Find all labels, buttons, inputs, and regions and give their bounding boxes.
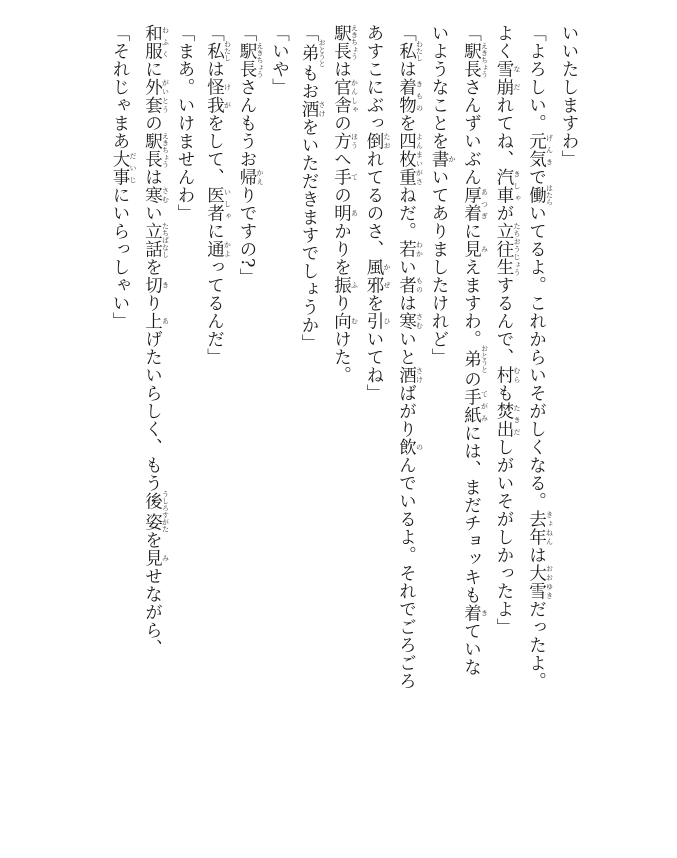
ruby-word — [494, 60, 521, 96]
ruby-word — [142, 132, 170, 168]
furigana: さけ — [415, 366, 424, 384]
text-line — [489, 24, 522, 804]
text-segment: れてるのさ、 — [364, 150, 384, 258]
furigana: わふく — [161, 24, 170, 60]
ruby-base: 見 — [461, 240, 482, 258]
ruby-word — [204, 78, 232, 114]
text-segment: は — [526, 546, 547, 564]
ruby-word — [396, 276, 424, 294]
furigana: いしゃ — [223, 186, 232, 222]
ruby-base: 帰 — [237, 168, 257, 186]
ruby-word — [237, 168, 264, 186]
furigana: もの — [415, 276, 424, 294]
text-segment: げたいらしく、もう — [142, 330, 163, 492]
furigana: なだ — [513, 60, 521, 96]
ruby-word — [494, 168, 521, 204]
furigana: わたし — [415, 40, 424, 62]
text-segment: り — [331, 294, 352, 312]
ruby-word — [461, 388, 489, 424]
text-segment: ばがり — [396, 384, 417, 438]
ruby-word — [237, 42, 264, 78]
furigana: あつぎ — [480, 186, 489, 222]
ruby-word — [396, 438, 424, 456]
ruby-base: 立話 — [142, 222, 163, 258]
furigana: み — [161, 549, 170, 567]
furigana: ひ — [383, 312, 391, 330]
text-segment: 「 — [204, 24, 225, 42]
text-segment: には、まだチョッキも — [461, 424, 482, 604]
ruby-base: 立往生 — [494, 222, 514, 276]
text-line — [424, 24, 457, 804]
furigana: けが — [223, 78, 232, 114]
furigana: さむ — [161, 186, 170, 204]
text-segment: 「まあ。いけませんわ」 — [175, 24, 195, 222]
ruby-base: 外套 — [142, 78, 163, 114]
ruby-word — [526, 184, 554, 206]
text-segment: けた。 — [331, 330, 352, 384]
furigana: たお — [383, 132, 391, 150]
furigana: むら — [513, 366, 521, 384]
ruby-word — [142, 312, 170, 330]
furigana: かぜ — [383, 258, 391, 294]
text-segment: かりを — [331, 222, 352, 276]
text-line — [359, 24, 392, 804]
furigana: あ — [161, 312, 170, 330]
ruby-word — [204, 40, 232, 62]
furigana: よんまいがさ — [415, 132, 424, 186]
text-segment: を — [396, 114, 417, 132]
ruby-word — [331, 78, 359, 114]
text-segment: を — [364, 294, 384, 312]
text-segment: えますわ。 — [461, 258, 482, 348]
ruby-base: 駅長 — [331, 24, 352, 60]
text-segment: だったよ。 — [526, 600, 547, 690]
vertical-text-body — [83, 24, 583, 804]
ruby-word — [396, 240, 424, 258]
text-segment: も — [494, 384, 514, 402]
text-segment: よく — [494, 24, 514, 60]
ruby-base: 私 — [396, 40, 417, 62]
ruby-word — [142, 24, 170, 60]
ruby-word — [494, 366, 521, 384]
furigana: ほう — [350, 132, 359, 150]
ruby-base: 書 — [429, 150, 449, 168]
furigana: えきちょう — [480, 42, 489, 78]
furigana: てがみ — [480, 388, 489, 424]
ruby-word — [461, 240, 489, 258]
text-segment: をして、 — [204, 114, 225, 186]
furigana: て — [350, 168, 359, 186]
ruby-word — [526, 132, 554, 168]
ruby-word — [461, 42, 489, 78]
ruby-base: 雪崩 — [494, 60, 514, 96]
text-segment: に — [204, 222, 225, 240]
text-segment: は — [396, 294, 417, 312]
ruby-base: 村 — [494, 366, 514, 384]
text-segment: は — [142, 168, 163, 186]
text-segment: 「よろしい。 — [526, 24, 547, 132]
ruby-base: 大雪 — [526, 564, 547, 600]
ruby-base: 和服 — [142, 24, 163, 60]
ruby-word — [461, 186, 489, 222]
text-segment: は — [204, 60, 225, 78]
text-segment: 「 — [299, 24, 319, 42]
ruby-base: 汽車 — [494, 168, 514, 204]
ruby-base: 上 — [142, 312, 163, 330]
ruby-base: 駅長 — [237, 42, 257, 78]
text-segment: は — [331, 60, 352, 78]
text-segment: の — [331, 114, 352, 132]
text-segment: れてね、 — [494, 96, 514, 168]
ruby-word — [142, 276, 170, 294]
furigana: わたし — [223, 40, 232, 62]
furigana: さむ — [415, 312, 424, 330]
ruby-base: 酒 — [396, 366, 417, 384]
ruby-word — [396, 78, 424, 114]
ruby-base: 飲 — [396, 438, 417, 456]
ruby-word — [331, 204, 359, 222]
ruby-base: 見 — [142, 549, 163, 567]
text-segment: するんで、 — [494, 276, 514, 366]
text-line — [264, 24, 294, 804]
ruby-base: 若 — [396, 240, 417, 258]
text-segment: んでいるよ。それでごろごろ — [396, 456, 417, 690]
text-segment: もお — [299, 64, 319, 100]
ruby-base: 大事 — [110, 150, 130, 186]
ruby-word — [142, 78, 170, 114]
text-segment: いてありましたけれど」 — [429, 168, 449, 366]
ruby-word — [396, 40, 424, 62]
ruby-word — [364, 312, 391, 330]
ruby-word — [396, 132, 424, 186]
text-segment: を — [142, 258, 163, 276]
ruby-base: 着 — [461, 604, 482, 622]
furigana: かよ — [223, 240, 232, 258]
ruby-word — [142, 549, 170, 567]
ruby-base: 後姿 — [142, 490, 163, 533]
ruby-word — [331, 312, 359, 330]
ruby-base: 向 — [331, 312, 352, 330]
text-segment: にいらっしゃい」 — [110, 186, 130, 330]
text-line — [170, 24, 200, 804]
furigana: はたら — [545, 184, 554, 206]
furigana: きもの — [415, 78, 424, 114]
ruby-base: 官舎 — [331, 78, 352, 114]
text-segment: いいたしますわ」 — [559, 24, 579, 168]
furigana: おおゆき — [545, 564, 554, 600]
furigana: か — [448, 150, 456, 168]
text-segment: 「いや」 — [269, 24, 290, 96]
ruby-base: 寒 — [396, 312, 417, 330]
furigana: えきちょう — [350, 24, 359, 60]
text-segment: をいただきますでしょうか」 — [299, 118, 319, 352]
ruby-word — [204, 240, 232, 258]
furigana: たちおうじょう — [513, 222, 521, 276]
text-segment: いようなことを — [429, 24, 449, 150]
text-segment: に — [142, 60, 163, 78]
ruby-word — [429, 150, 456, 168]
ruby-word — [299, 100, 326, 118]
ruby-word — [494, 402, 521, 438]
ruby-word — [331, 168, 359, 186]
text-segment: い — [396, 258, 417, 276]
text-line — [137, 24, 170, 804]
text-segment: で — [526, 168, 547, 186]
furigana: さけ — [318, 100, 326, 118]
furigana: うしろすがた — [161, 490, 170, 533]
ruby-base: 弟 — [299, 39, 319, 67]
ruby-word — [461, 345, 489, 373]
text-segment: の — [142, 114, 163, 132]
ruby-word — [396, 312, 424, 330]
text-segment: いと — [396, 330, 417, 366]
ruby-base: 弟 — [461, 345, 482, 373]
text-segment: ねだ。 — [396, 186, 417, 240]
ruby-base: 引 — [364, 312, 384, 330]
ruby-word — [142, 186, 170, 204]
text-line — [391, 24, 424, 804]
furigana: げんき — [545, 132, 554, 168]
ruby-word — [142, 222, 170, 258]
text-segment: 「 — [237, 24, 257, 42]
text-segment: さんもうお — [237, 78, 257, 168]
furigana: み — [480, 240, 489, 258]
ruby-base: 酒 — [299, 100, 319, 118]
ruby-word — [299, 39, 326, 67]
ruby-word — [494, 222, 521, 276]
furigana: ふ — [350, 276, 359, 294]
text-segment: に — [461, 222, 482, 240]
ruby-word — [364, 132, 391, 150]
ruby-base: 着物 — [396, 78, 417, 114]
furigana: き — [161, 276, 170, 294]
text-segment: は — [396, 60, 417, 78]
text-segment: の — [461, 370, 482, 388]
ruby-base: 焚出 — [494, 402, 514, 438]
furigana: がいとう — [161, 78, 170, 114]
ruby-base: 去年 — [526, 510, 547, 546]
ruby-base: 寒 — [142, 186, 163, 204]
text-segment: さんずいぶん — [461, 78, 482, 186]
text-segment: せながら、 — [142, 567, 163, 657]
ruby-base: 駅長 — [142, 132, 163, 168]
text-line — [199, 24, 232, 804]
furigana: あ — [350, 204, 359, 222]
text-line — [554, 24, 584, 804]
text-segment: あすこにぶっ — [364, 24, 384, 132]
furigana: えきちょう — [161, 132, 170, 168]
ruby-base: 手 — [331, 168, 352, 186]
ruby-base: 駅長 — [461, 42, 482, 78]
ruby-word — [461, 604, 489, 622]
ruby-word — [364, 258, 391, 294]
text-line — [326, 24, 359, 804]
ruby-word — [526, 564, 554, 600]
furigana: む — [350, 312, 359, 330]
ruby-base: 怪我 — [204, 78, 225, 114]
text-segment: しがいそがしかったよ」 — [494, 438, 514, 636]
text-segment: へ — [331, 150, 352, 168]
furigana: の — [415, 438, 424, 456]
text-line — [521, 24, 554, 804]
text-segment: り — [142, 294, 163, 312]
ruby-word — [331, 132, 359, 150]
ruby-base: 明 — [331, 204, 352, 222]
text-line — [294, 24, 327, 804]
furigana: おとうと — [318, 39, 326, 67]
text-segment: が — [494, 204, 514, 222]
ruby-word — [142, 490, 170, 533]
ruby-base: 振 — [331, 276, 352, 294]
ruby-base: 方 — [331, 132, 352, 150]
ruby-word — [331, 24, 359, 60]
text-segment: い — [142, 204, 163, 222]
text-segment: を — [142, 531, 163, 549]
furigana: おとうと — [480, 345, 489, 373]
ruby-base: 元気 — [526, 132, 547, 168]
ruby-base: 働 — [526, 184, 547, 206]
text-segment: いてるよ。これからいそがしくなる。 — [526, 204, 547, 510]
ruby-word — [396, 366, 424, 384]
furigana: きょねん — [545, 510, 554, 546]
text-segment: 「それじゃまあ — [110, 24, 130, 150]
furigana: たちばなし — [161, 222, 170, 258]
ruby-word — [526, 510, 554, 546]
ruby-base: 四枚重 — [396, 132, 417, 186]
text-segment: ていな — [461, 622, 482, 676]
text-segment: いてね」 — [364, 330, 384, 402]
ruby-base: 風邪 — [364, 258, 384, 294]
text-segment: の — [331, 186, 352, 204]
text-line — [232, 24, 265, 804]
ruby-base: 医者 — [204, 186, 225, 222]
furigana: きしゃ — [513, 168, 521, 204]
furigana: だいじ — [129, 150, 137, 186]
ruby-base: 厚着 — [461, 186, 482, 222]
furigana: たきだ — [513, 402, 521, 438]
furigana: かんしゃ — [350, 78, 359, 114]
ruby-word — [331, 276, 359, 294]
text-line — [456, 24, 489, 804]
text-line — [105, 24, 138, 804]
ruby-base: 者 — [396, 276, 417, 294]
ruby-base: 私 — [204, 40, 225, 62]
text-segment: 「 — [396, 24, 417, 42]
furigana: えきちょう — [256, 42, 264, 78]
furigana: き — [480, 604, 489, 622]
ruby-word — [204, 186, 232, 222]
ruby-base: 倒 — [364, 132, 384, 150]
ruby-word — [110, 150, 137, 186]
ruby-base: 通 — [204, 240, 225, 258]
text-segment: ってるんだ」 — [204, 258, 225, 366]
furigana: わか — [415, 240, 424, 258]
text-segment: 「 — [461, 24, 482, 42]
text-segment: りですの?」 — [237, 186, 257, 286]
ruby-base: 切 — [142, 276, 163, 294]
ruby-base: 手紙 — [461, 388, 482, 424]
furigana: かえ — [256, 168, 264, 186]
